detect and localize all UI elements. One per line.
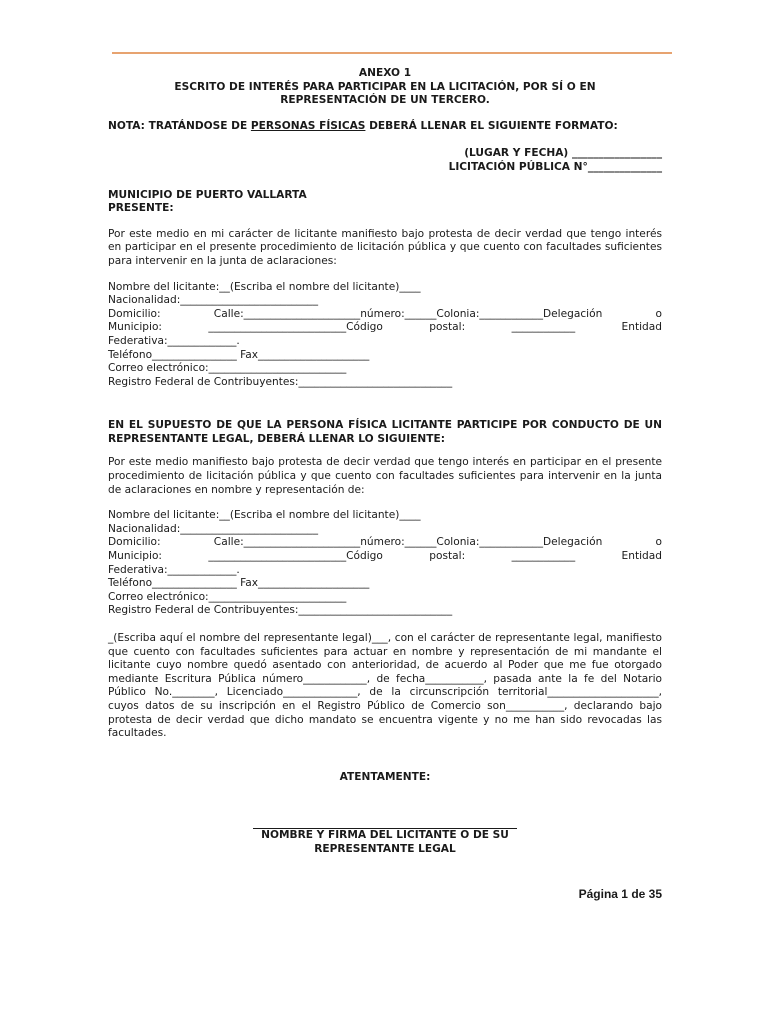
form2-nationality: Nacionalidad:__________________________ xyxy=(108,522,318,535)
form1-state: Federativa:_____________. xyxy=(108,334,240,347)
place-date-field: (LUGAR Y FECHA) _________________ xyxy=(464,147,662,160)
addressee-line2: PRESENTE: xyxy=(108,202,174,215)
representative-paragraph: _(Escriba aquí el nombre del representante legal)___, con el carácter de representante legal, manifiesto que cuento con facultades suficientes para actuar en nombre y representación de mi mandante el licitante cuyo nombre quedó asentado con anterioridad, de acuerdo al Poder que me fue otorgado mediante Escritura Pública número____________, de fecha___________, pasada ante la fe del Notario Público No.________, Licenciado______________, de la circunscripción territorial_____________________, cuyos datos de su inscripción en el Registro Público de Comercio son___________, declarando bajo protesta de decir verdad que dicho mandato se encuentra vigente y no me han sido revocadas las facultades. xyxy=(108,632,662,740)
form-section-1 xyxy=(108,281,662,390)
signature-label-line1: NOMBRE Y FIRMA DEL LICITANTE O DE SU xyxy=(261,829,509,842)
form1-address-b: Municipio: __________________________Código postal: ____________ Entidad xyxy=(108,321,662,334)
document-title-line1: ESCRITO DE INTERÉS PARA PARTICIPAR EN LA LICITACIÓN, POR SÍ O EN xyxy=(174,80,596,93)
addressee-line1: MUNICIPIO DE PUERTO VALLARTA xyxy=(108,188,307,201)
form-section-2 xyxy=(108,509,662,618)
page-number: Página 1 de 35 xyxy=(578,887,662,901)
document-body xyxy=(108,67,662,857)
form1-phone: Teléfono________________ Fax_____________________ xyxy=(108,348,370,361)
tender-number-field: LICITACIÓN PÚBLICA N°______________ xyxy=(448,160,662,173)
form2-phone: Teléfono________________ Fax_____________________ xyxy=(108,577,370,590)
section2-heading: EN EL SUPUESTO DE QUE LA PERSONA FÍSICA LICITANTE PARTICIPE POR CONDUCTO DE UN REPRESENTANTE LEGAL, DEBERÁ LLENAR LO SIGUIENTE: xyxy=(108,419,662,445)
form2-email: Correo electrónico:__________________________ xyxy=(108,590,347,603)
annex-title: ANEXO 1 xyxy=(358,67,412,79)
signature-label-line2: REPRESENTANTE LEGAL xyxy=(314,842,456,855)
section2-paragraph: Por este medio manifiesto bajo protesta de decir verdad que tengo interés en participar en el presente procedimiento de licitación pública y que cuento con facultades suficientes para intervenir en la junta de aclaraciones en nombre y representación de: xyxy=(108,456,662,496)
intro-paragraph: Por este medio en mi carácter de licitante manifiesto bajo protesta de decir verdad que tengo interés en participar en el presente procedimiento de licitación pública y que cuento con facultades suficientes para intervenir en la junta de aclaraciones: xyxy=(108,227,662,267)
header-rule xyxy=(112,52,672,54)
form2-name: Nombre del licitante:__(Escriba el nombre del licitante)____ xyxy=(108,509,421,522)
form2-address-a: Domicilio: Calle:______________________número:______Colonia:____________Delegación o xyxy=(108,536,662,549)
form1-nationality: Nacionalidad:__________________________ xyxy=(108,294,318,307)
form2-address-b: Municipio: __________________________Código postal: ____________ Entidad xyxy=(108,550,662,563)
note-underlined: PERSONAS FÍSICAS xyxy=(250,119,366,132)
document-title-line2: REPRESENTACIÓN DE UN TERCERO. xyxy=(280,94,490,107)
note-prefix: NOTA: TRATÁNDOSE DE xyxy=(108,119,251,132)
form1-address-a: Domicilio: Calle:______________________número:______Colonia:____________Delegación o xyxy=(108,307,662,320)
form2-state: Federativa:_____________. xyxy=(108,563,240,576)
note-line xyxy=(108,120,662,134)
form1-rfc: Registro Federal de Contribuyentes:_____________________________ xyxy=(108,375,453,388)
form1-email: Correo electrónico:__________________________ xyxy=(108,362,347,375)
note-suffix: DEBERÁ LLENAR EL SIGUIENTE FORMATO: xyxy=(365,119,618,132)
form2-rfc: Registro Federal de Contribuyentes:_____________________________ xyxy=(108,604,453,617)
closing-line: ATENTAMENTE: xyxy=(339,770,431,783)
form1-name: Nombre del licitante:__(Escriba el nombre del licitante)____ xyxy=(108,280,421,293)
